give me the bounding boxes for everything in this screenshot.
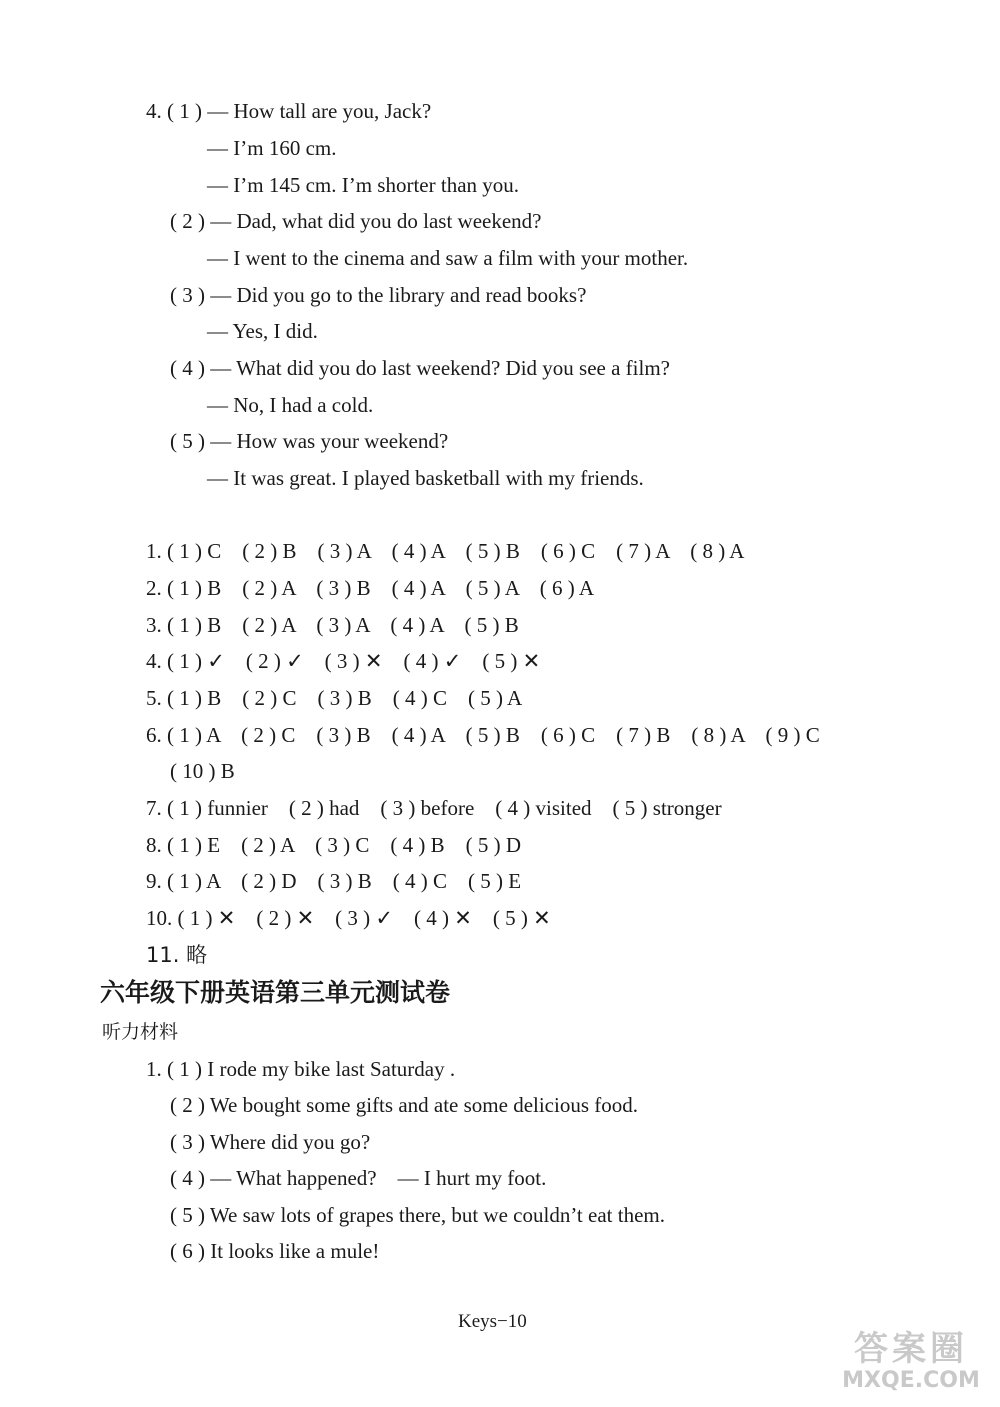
listening-line-3: ( 3 ) Where did you go?: [170, 1130, 371, 1154]
watermark-cn: 答案圈: [854, 1329, 968, 1369]
dialogue-4-2-question: ( 2 ) — Dad, what did you do last weekend?: [170, 209, 542, 233]
answer-row-11: 11. 略: [146, 943, 208, 967]
answer-row-9: 9. ( 1 ) A ( 2 ) D ( 3 ) B ( 4 ) C ( 5 ) E: [146, 869, 522, 893]
answer-row-4: 4. ( 1 ) ✓ ( 2 ) ✓ ( 3 ) ✕ ( 4 ) ✓ ( 5 ) ✕: [146, 649, 541, 673]
answer-row-6: 6. ( 1 ) A ( 2 ) C ( 3 ) B ( 4 ) A ( 5 ) B ( 6 ) C ( 7 ) B ( 8 ) A ( 9 ) C: [146, 723, 820, 747]
answer-row-2: 2. ( 1 ) B ( 2 ) A ( 3 ) B ( 4 ) A ( 5 ) A ( 6 ) A: [146, 576, 594, 600]
listening-line-2: ( 2 ) We bought some gifts and ate some delicious food.: [170, 1093, 638, 1117]
section-heading: 六年级下册英语第三单元测试卷: [100, 978, 451, 1007]
listening-line-6: ( 6 ) It looks like a mule!: [170, 1239, 380, 1263]
dialogue-4-5-question: ( 5 ) — How was your weekend?: [170, 429, 449, 453]
dialogue-4-3-reply: — Yes, I did.: [207, 319, 318, 343]
watermark-logo: [836, 1329, 986, 1399]
answer-row-3: 3. ( 1 ) B ( 2 ) A ( 3 ) A ( 4 ) A ( 5 ) B: [146, 613, 519, 637]
dialogue-4-4-question: ( 4 ) — What did you do last weekend? Did you see a film?: [170, 356, 670, 380]
dialogue-4-1-reply-b: — I’m 145 cm. I’m shorter than you.: [207, 173, 520, 197]
listening-line-5: ( 5 ) We saw lots of grapes there, but we couldn’t eat them.: [170, 1203, 665, 1227]
dialogue-4-4-reply: — No, I had a cold.: [207, 393, 374, 417]
watermark-en: MXQE.COM: [842, 1368, 980, 1393]
answer-row-5: 5. ( 1 ) B ( 2 ) C ( 3 ) B ( 4 ) C ( 5 ) A: [146, 686, 523, 710]
listening-line-1: 1. ( 1 ) I rode my bike last Saturday .: [146, 1057, 456, 1081]
section-subheading: 听力材料: [102, 1021, 179, 1043]
dialogue-4-1-reply-a: — I’m 160 cm.: [207, 136, 337, 160]
answer-row-7: 7. ( 1 ) funnier ( 2 ) had ( 3 ) before ( 4 ) visited ( 5 ) stronger: [146, 796, 722, 820]
dialogue-4-3-question: ( 3 ) — Did you go to the library and read books?: [170, 283, 587, 307]
answer-row-1: 1. ( 1 ) C ( 2 ) B ( 3 ) A ( 4 ) A ( 5 ) B ( 6 ) C ( 7 ) A ( 8 ) A: [146, 539, 745, 563]
dialogue-4-5-reply: — It was great. I played basketball with my friends.: [207, 466, 644, 490]
answer-row-6-continued: ( 10 ) B: [170, 759, 235, 783]
answer-row-8: 8. ( 1 ) E ( 2 ) A ( 3 ) C ( 4 ) B ( 5 ) D: [146, 833, 522, 857]
dialogue-4-1-question: 4. ( 1 ) — How tall are you, Jack?: [146, 99, 432, 123]
dialogue-4-2-reply: — I went to the cinema and saw a film with your mother.: [207, 246, 689, 270]
page-number: Keys−10: [458, 1311, 527, 1332]
listening-line-4: ( 4 ) — What happened? — I hurt my foot.: [170, 1166, 547, 1190]
answer-row-10: 10. ( 1 ) ✕ ( 2 ) ✕ ( 3 ) ✓ ( 4 ) ✕ ( 5 ) ✕: [146, 906, 551, 930]
